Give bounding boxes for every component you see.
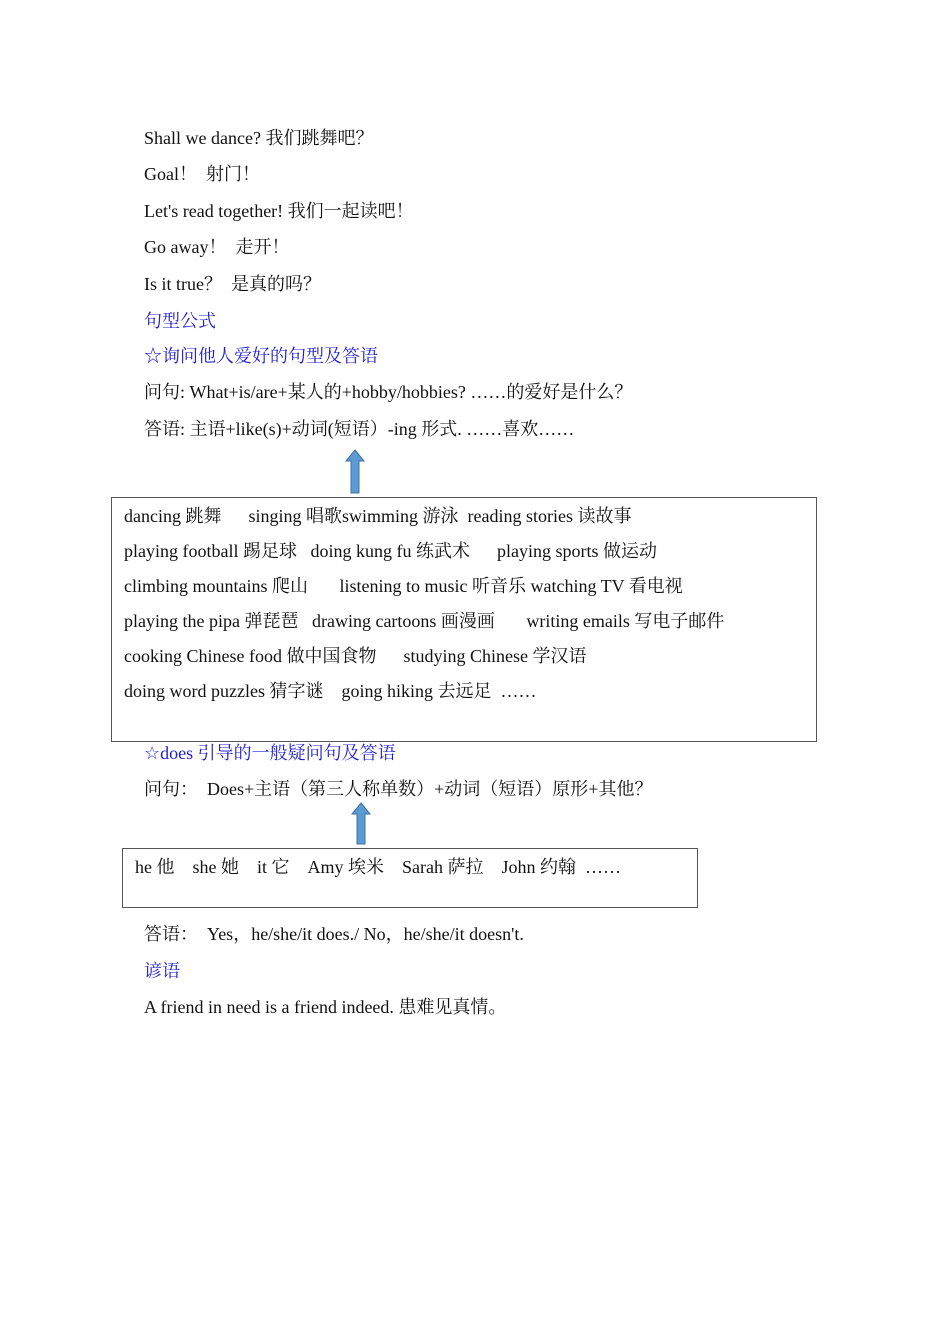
- proverb: A friend in need is a friend indeed. 患难见真情。: [144, 997, 507, 1017]
- does-answer: 答语： Yes，he/she/it does./ No，he/she/it doesn't.: [144, 924, 524, 944]
- activities-row: playing the pipa 弹琵琶 drawing cartoons 画漫画 writing emails 写电子邮件: [124, 611, 725, 631]
- example-sentence: Goal！ 射门！: [144, 164, 260, 184]
- up-arrow-icon: [350, 802, 372, 846]
- hobby-question: 问句: What+is/are+某人的+hobby/hobbies? ……的爱好是什么？: [144, 382, 633, 402]
- example-sentence: Go away！ 走开！: [144, 237, 290, 257]
- activities-row: doing word puzzles 猜字谜 going hiking 去远足 ……: [124, 681, 537, 701]
- activities-row: climbing mountains 爬山 listening to music 听音乐 watching TV 看电视: [124, 576, 683, 596]
- example-sentence: Let's read together! 我们一起读吧！: [144, 201, 414, 221]
- activities-row: cooking Chinese food 做中国食物 studying Chinese 学汉语: [124, 646, 587, 666]
- activities-row: dancing 跳舞 singing 唱歌swimming 游泳 reading stories 读故事: [124, 506, 632, 526]
- section-heading-pattern: 句型公式: [144, 311, 216, 331]
- example-sentence: Is it true？ 是真的吗？: [144, 274, 321, 294]
- example-sentence: Shall we dance? 我们跳舞吧？: [144, 128, 374, 148]
- does-question: 问句： Does+主语（第三人称单数）+动词（短语）原形+其他？: [144, 779, 653, 799]
- does-heading: ☆does 引导的一般疑问句及答语: [144, 743, 396, 763]
- proverb-heading: 谚语: [144, 961, 180, 981]
- subjects-box: [122, 848, 698, 908]
- activities-row: playing football 踢足球 doing kung fu 练武术 playing sports 做运动: [124, 541, 657, 561]
- up-arrow-icon: [344, 449, 366, 495]
- hobby-answer: 答语: 主语+like(s)+动词(短语）-ing 形式. ……喜欢……: [144, 419, 575, 439]
- hobby-heading: ☆询问他人爱好的句型及答语: [144, 346, 378, 366]
- activities-box: [111, 497, 817, 742]
- subjects-row: he 他 she 她 it 它 Amy 埃米 Sarah 萨拉 John 约翰 ……: [135, 857, 621, 877]
